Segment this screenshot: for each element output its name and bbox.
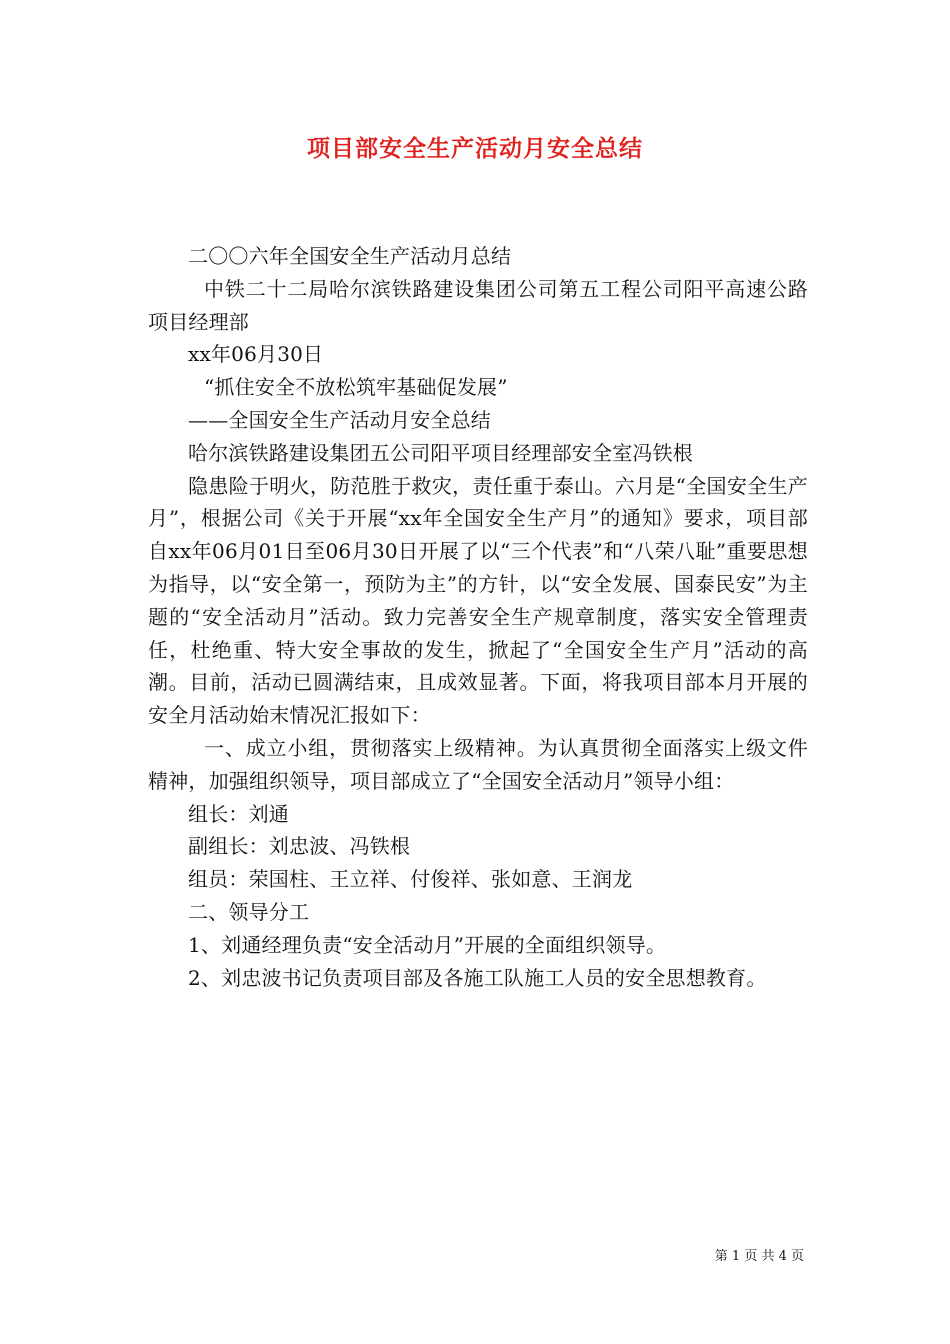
paragraph-section-1: 一、成立小组，贯彻落实上级精神。为认真贯彻全面落实上级文件精神，加强组织领导，项目部成立了“全国安全活动月”领导小组： [148,735,808,793]
paragraph-author: 哈尔滨铁路建设集团五公司阳平项目经理部安全室冯铁根 [188,440,693,465]
document-body [148,240,808,994]
paragraph-duty-1: 1、刘通经理负责“安全活动月”开展的全面组织领导。 [188,932,667,957]
page-number: 第 1 页 共 4 页 [714,1249,804,1264]
paragraph-heading: 二〇〇六年全国安全生产活动月总结 [188,244,512,268]
paragraph-leader: 组长：刘通 [188,801,289,826]
paragraph-section-2: 二、领导分工 [188,899,310,924]
paragraph-duty-2: 2、刘忠波书记负责项目部及各施工队施工人员的安全思想教育。 [188,965,767,990]
paragraph-organization: 中铁二十二局哈尔滨铁路建设集团公司第五工程公司阳平高速公路项目经理部 [148,276,808,334]
document-title: 项目部安全生产活动月安全总结 [307,135,643,162]
paragraph-slogan: “抓住安全不放松筑牢基础促发展” [204,375,508,400]
paragraph-deputy-leader: 副组长：刘忠波、冯铁根 [188,834,411,859]
paragraph-intro: 隐患险于明火，防范胜于救灾，责任重于泰山。六月是“全国安全生产月”，根据公司《关于开展“xx年全国安全生产月”的通知》要求，项目部自xx年06月01日至06月30日开展了以“三个代表”和“八荣八耻”重要思想为指导，以“安全第一，预防为主”的方针，以“安全发展、国泰民安”为主题的“安全活动月”活动。致力完善安全生产规章制度，落实安全管理责任，杜绝重、特大安全事故的发生，掀起了“全国安全生产月”活动的高潮。目前，活动已圆满结束，且成效显著。下面，将我项目部本月开展的安全月活动始末情况汇报如下： [148,473,808,728]
paragraph-date: xx年06月30日 [188,342,324,367]
paragraph-subtitle: ——全国安全生产活动月安全总结 [188,407,491,432]
paragraph-members: 组员：荣国柱、王立祥、付俊祥、张如意、王润龙 [188,867,633,892]
